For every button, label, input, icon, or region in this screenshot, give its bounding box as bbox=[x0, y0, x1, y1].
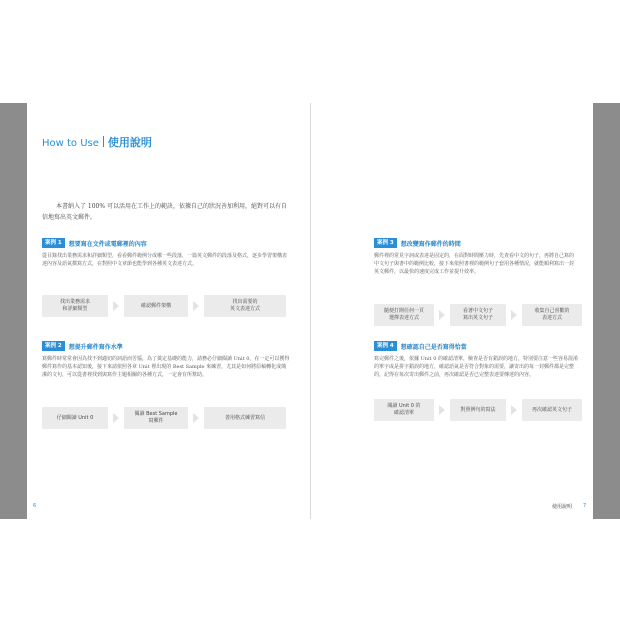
case-3 bbox=[374, 238, 578, 276]
case-3-title: 想改變寫作郵件的時間 bbox=[400, 240, 461, 248]
case-4-body: 寫完郵件之後，依據 Unit 0 的確認清單，檢查是否有錯誤的地方，特別要注意一些容易混淆的單字或是拼字錯誤的地方，確認語氣是否符合對象的需要，讓寄出的每一封郵件都是完整的，記得在每次寄出郵件之前，再次確認是否已完整表達要傳達的內容。 bbox=[374, 356, 578, 378]
case-4 bbox=[374, 341, 578, 379]
case-1-step-2: 確認郵件架構 bbox=[124, 295, 188, 317]
case-3-step-3: 收集自己喜歡的 表達方式 bbox=[522, 304, 582, 326]
case-3-body: 郵件裡的常見字詞或表達是固定的，在面對時間壓力時，先查看中文的句子，再將自己寫的中文句子與書中的範例比較，接下來依照書裡的範例句子套用各種情況，就能順利寫出一封英文郵件，以最快的速度完成工作並提升效率。 bbox=[374, 253, 575, 275]
case-1-flow bbox=[42, 295, 286, 317]
case-1 bbox=[42, 238, 290, 268]
case-3-step-2: 看著中文句子 寫出英文句子 bbox=[450, 304, 506, 326]
case-2-step-3: 善用格式練習寫信 bbox=[204, 407, 286, 429]
arrow-right-icon bbox=[113, 413, 119, 423]
case-4-step-1: 閱讀 Unit 0 的 確認清單 bbox=[374, 399, 434, 421]
case-4-title: 想確認自己是否寫得恰當 bbox=[400, 343, 467, 351]
arrow-right-icon bbox=[511, 310, 517, 320]
case-4-step-2: 對照例句的寫法 bbox=[450, 399, 506, 421]
case-1-step-1: 找出業務需求 和詳細類型 bbox=[42, 295, 108, 317]
left-page-number: 6 bbox=[33, 503, 37, 509]
case-3-step-1: 隨便打開任何一頁 選擇表達方式 bbox=[374, 304, 434, 326]
right-page bbox=[311, 103, 593, 519]
case-2-badge: 案例 2 bbox=[42, 341, 65, 351]
case-1-step-3: 找出需要的 英文表達方式 bbox=[204, 295, 286, 317]
case-1-header bbox=[42, 238, 290, 248]
right-page-number: 7 bbox=[583, 503, 587, 509]
arrow-right-icon bbox=[193, 413, 199, 423]
intro-paragraph: 本書納入了 100% 可以活用在工作上的範訣，依據自己的狀況善加利用，絕對可以有自信地寫出英文郵件。 bbox=[42, 203, 287, 221]
arrow-right-icon bbox=[511, 405, 517, 415]
case-4-badge: 案例 4 bbox=[374, 341, 397, 351]
case-2-step-2: 閱讀 Best Sample 寫郵件 bbox=[124, 407, 188, 429]
right-page-label: 使用說明 bbox=[552, 504, 573, 510]
title-divider bbox=[103, 136, 104, 147]
case-3-header bbox=[374, 238, 578, 248]
case-3-flow bbox=[374, 304, 582, 326]
case-2-title: 想提升郵件寫作水準 bbox=[68, 343, 123, 351]
case-2-header bbox=[42, 341, 290, 351]
case-2-body: 寫郵件時常常會因為找不到適切的詞語而苦惱，為了奠定基礎的能力，請務必仔細閱讀 Unit 0，在一定可以獲得郵件寫作的基本認知後，接下來請依照各章 Unit 裡出現的 Best Sample 來練習，尤其是如何將原稿轉化成簡潔的文句，可以從書裡找到與寫作主題相關的各種方式，一定會有所幫助。 bbox=[42, 356, 290, 378]
case-1-badge: 案例 1 bbox=[42, 238, 65, 248]
page-title bbox=[42, 131, 152, 150]
left-page bbox=[27, 103, 311, 519]
arrow-right-icon bbox=[193, 301, 199, 311]
case-4-header bbox=[374, 341, 578, 351]
case-1-title: 想要寫在文件或電郵裡的內容 bbox=[68, 240, 147, 248]
case-2 bbox=[42, 341, 290, 379]
case-4-step-3: 再次確認英文句子 bbox=[522, 399, 582, 421]
title-chinese: 使用說明 bbox=[107, 136, 152, 149]
case-2-step-1: 仔細閱讀 Unit 0 bbox=[42, 407, 108, 429]
arrow-right-icon bbox=[113, 301, 119, 311]
case-1-body: 從目錄找出業務需求和詳細類型，看看郵件範例分成哪一些段落，一篇英文郵件的段落及格式，逐步學習架構表達內容及語氣撰寫方式，在對照中文章節也能學到各種英文表達方式。 bbox=[42, 253, 288, 267]
case-4-flow bbox=[374, 399, 582, 421]
title-english: How to Use bbox=[42, 138, 99, 149]
arrow-right-icon bbox=[439, 405, 445, 415]
case-2-flow bbox=[42, 407, 286, 429]
arrow-right-icon bbox=[439, 310, 445, 320]
case-3-badge: 案例 3 bbox=[374, 238, 397, 248]
